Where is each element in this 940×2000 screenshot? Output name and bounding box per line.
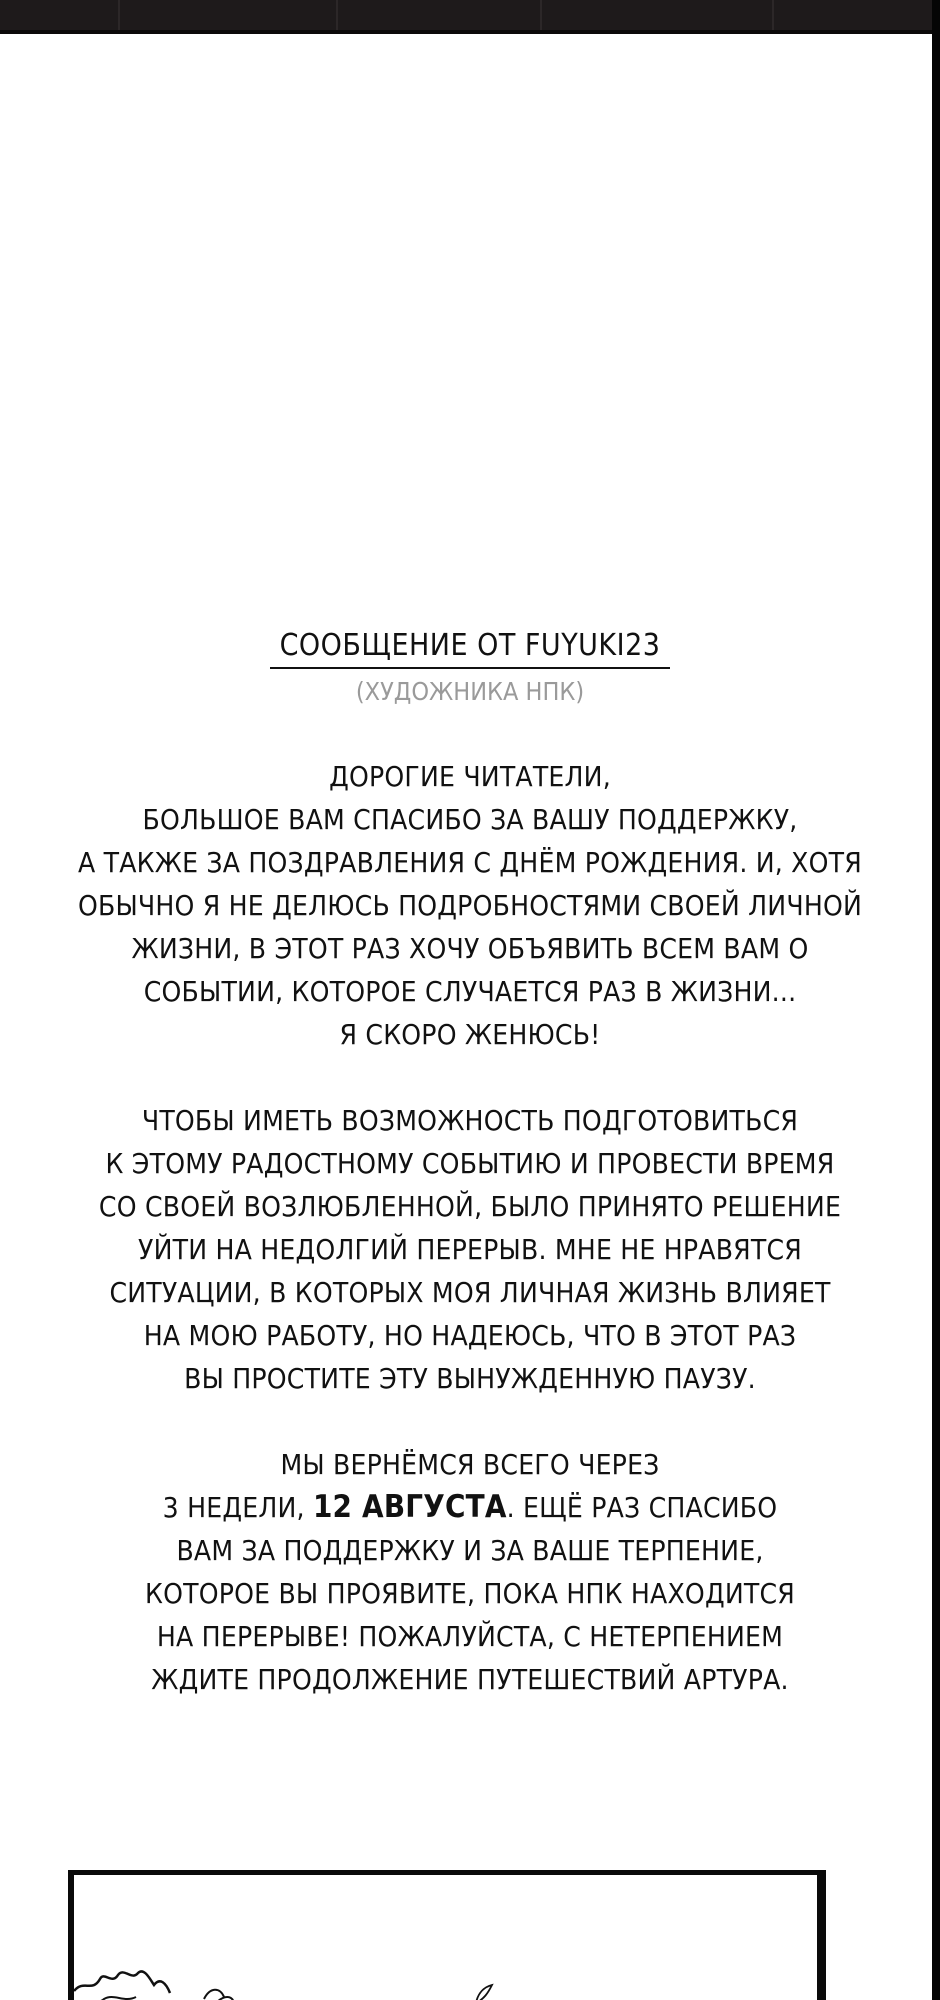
text-line: К ЭТОМУ РАДОСТНОМУ СОБЫТИЮ И ПРОВЕСТИ ВРЕМЯ	[105, 1147, 835, 1180]
text-line: КОТОРОЕ ВЫ ПРОЯВИТЕ, ПОКА НПК НАХОДИТСЯ	[145, 1577, 795, 1610]
foliage-outline	[74, 1971, 170, 1993]
return-date: 12 АВГУСТА	[312, 1489, 507, 1525]
text-line: НА МОЮ РАБОТУ, НО НАДЕЮСЬ, ЧТО В ЭТОТ РАЗ	[143, 1319, 797, 1352]
text-line: НА ПЕРЕРЫВЕ! ПОЖАЛУЙСТА, С НЕТЕРПЕНИЕМ	[156, 1620, 784, 1653]
previous-panel-edge	[0, 0, 940, 34]
panel-texture-line	[540, 0, 542, 30]
page-right-border	[932, 0, 940, 2000]
text-line: ВЫ ПРОСТИТЕ ЭТУ ВЫНУЖДЕННУЮ ПАУЗУ.	[184, 1362, 756, 1395]
text-line: ВАМ ЗА ПОДДЕРЖКУ И ЗА ВАШЕ ТЕРПЕНИЕ,	[176, 1534, 764, 1567]
text-fragment: . ЕЩЁ РАЗ СПАСИБО	[506, 1491, 778, 1524]
text-line: УЙТИ НА НЕДОЛГИЙ ПЕРЕРЫВ. МНЕ НЕ НРАВЯТСЯ	[138, 1233, 802, 1266]
message-paragraph-3	[30, 1443, 910, 1701]
panel-sketch-art	[74, 1875, 832, 2000]
leaf-outline	[204, 1990, 234, 2000]
message-paragraph-2	[30, 1099, 910, 1400]
message-subtitle: (ХУДОЖНИКА НПК)	[355, 677, 585, 706]
panel-texture-line	[772, 0, 774, 30]
small-leaf-outline	[466, 1985, 492, 2000]
message-paragraph-1	[30, 755, 910, 1056]
text-fragment: 3 НЕДЕЛИ,	[162, 1491, 305, 1524]
text-line: СОБЫТИИ, КОТОРОЕ СЛУЧАЕТСЯ РАЗ В ЖИЗНИ...	[143, 975, 797, 1008]
text-line: ЖДИТЕ ПРОДОЛЖЕНИЕ ПУТЕШЕСТВИЙ АРТУРА.	[151, 1663, 789, 1696]
text-line: ЖИЗНИ, В ЭТОТ РАЗ ХОЧУ ОБЪЯВИТЬ ВСЕМ ВАМ О	[131, 932, 809, 965]
text-line: ОБЫЧНО Я НЕ ДЕЛЮСЬ ПОДРОБНОСТЯМИ СВОЕЙ ЛИЧНОЙ	[77, 889, 863, 922]
text-line: БОЛЬШОЕ ВАМ СПАСИБО ЗА ВАШУ ПОДДЕРЖКУ,	[142, 803, 798, 836]
text-line: СИТУАЦИИ, В КОТОРЫХ МОЯ ЛИЧНАЯ ЖИЗНЬ ВЛИЯЕТ	[109, 1276, 831, 1309]
message-title: СООБЩЕНИЕ ОТ FUYUKI23	[270, 628, 671, 669]
text-line-with-date	[30, 1486, 910, 1529]
next-comic-panel	[68, 1870, 826, 2000]
panel-texture-line	[336, 0, 338, 30]
text-line: ЧТОБЫ ИМЕТЬ ВОЗМОЖНОСТЬ ПОДГОТОВИТЬСЯ	[141, 1104, 799, 1137]
text-line: Я СКОРО ЖЕНЮСЬ!	[339, 1018, 601, 1051]
text-line: А ТАКЖЕ ЗА ПОЗДРАВЛЕНИЯ С ДНЁМ РОЖДЕНИЯ. И, ХОТЯ	[78, 846, 862, 879]
author-message	[30, 628, 910, 1701]
text-line: СО СВОЕЙ ВОЗЛЮБЛЕННОЙ, БЫЛО ПРИНЯТО РЕШЕНИЕ	[98, 1190, 842, 1223]
text-line: МЫ ВЕРНЁМСЯ ВСЕГО ЧЕРЕЗ	[280, 1448, 660, 1481]
panel-texture-line	[118, 0, 120, 30]
text-line: ДОРОГИЕ ЧИТАТЕЛИ,	[329, 760, 611, 793]
